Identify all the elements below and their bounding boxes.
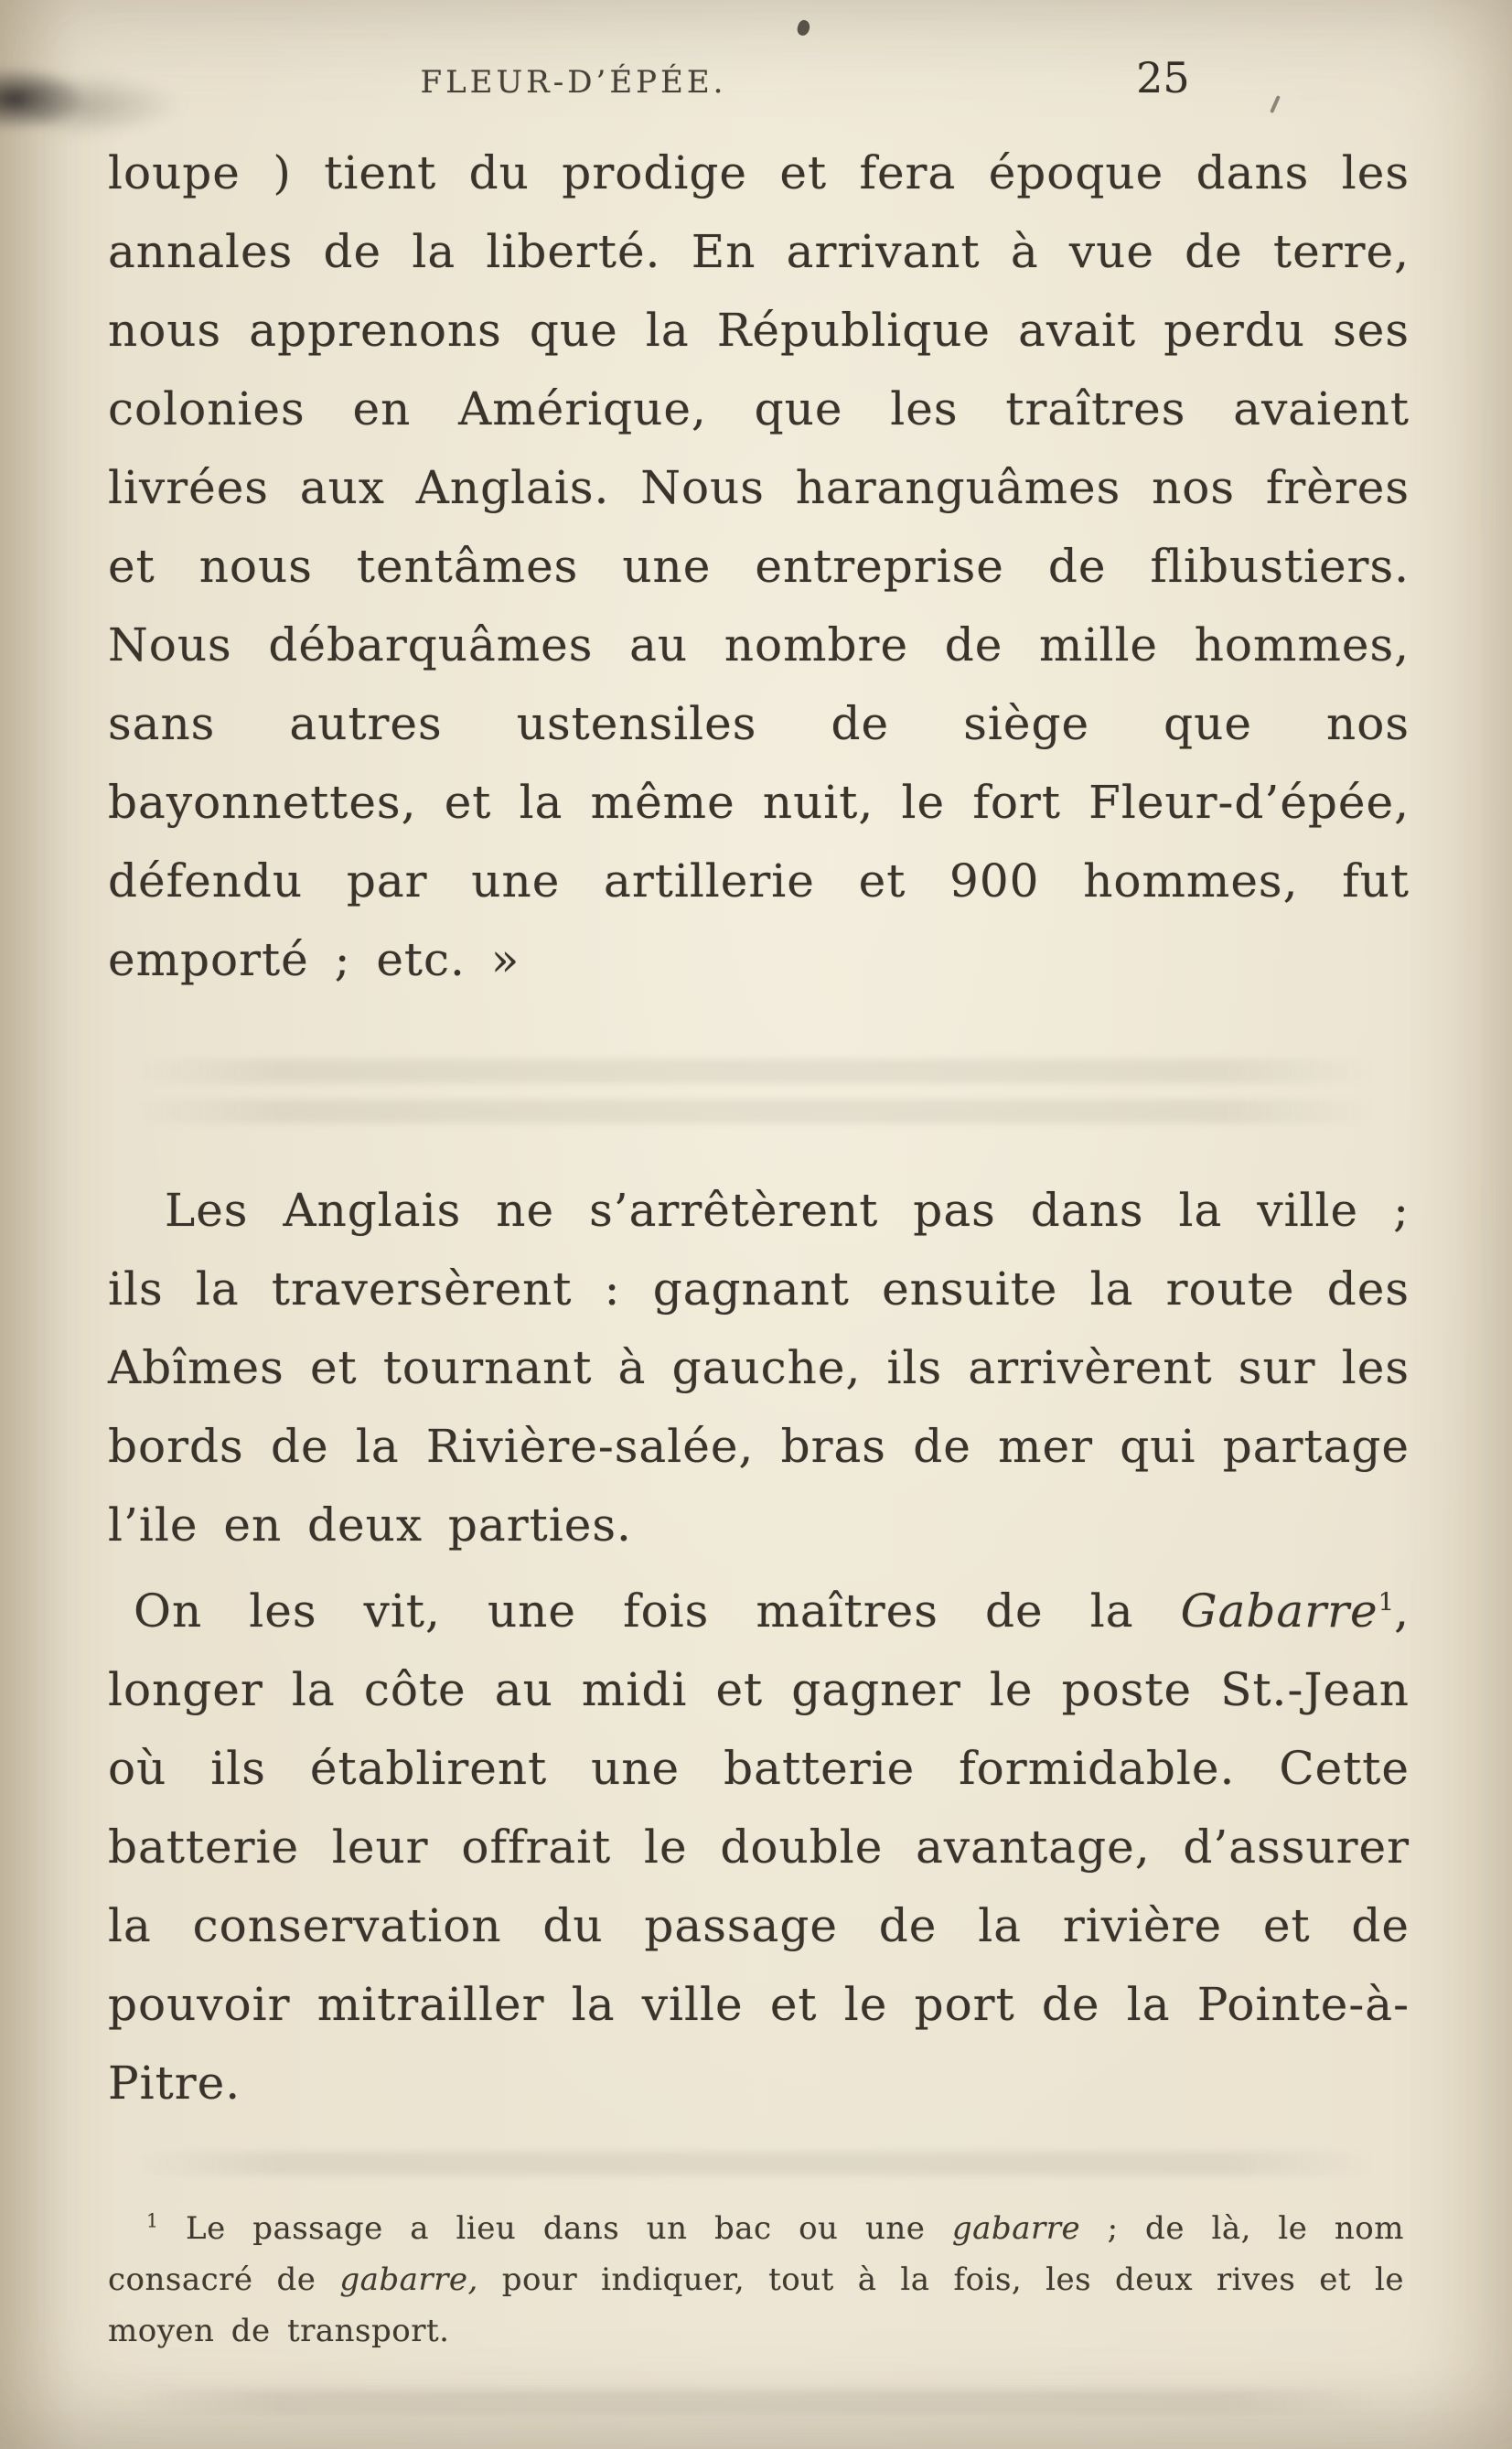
footnote-reference: 1: [1378, 1587, 1395, 1617]
page-number: 25: [1136, 53, 1190, 102]
italic-term-gabarre: Gabarre: [1180, 1584, 1378, 1638]
bleed-through-ghost: [128, 2152, 1375, 2175]
footnote: [108, 2203, 1404, 2357]
paragraph-3: [108, 1572, 1410, 2122]
running-header: [108, 51, 1410, 117]
italic-term-gabarre: gabarre,: [339, 2261, 478, 2298]
paragraph-3-text: , longer la côte au midi et gagner le poste St.-Jean où ils établirent une batterie formidable. Cette batterie leur offrait le double avantage, d’assurer la conservation du passage de la rivière et de pouvoir mitrailler la ville et le port de la Pointe-à-Pitre.: [108, 1584, 1410, 2110]
bleed-through-ghost: [128, 2390, 1375, 2413]
footnote-text: [108, 2203, 1404, 2357]
running-title: FLEUR-D’ÉPÉE.: [420, 64, 727, 101]
text-block: [108, 51, 1410, 2122]
page-body: [108, 134, 1410, 2122]
footnote-segment: Le passage a lieu dans un bac ou une: [158, 2210, 952, 2247]
footnote-marker: 1: [146, 2209, 159, 2232]
ink-speck: [796, 18, 812, 37]
paragraph-1: loupe ) tient du prodige et fera époque dans les annales de la liberté. En arrivant à vue de terre, nous apprenons que la République avait perdu ses colonies en Amérique, que les traîtres avaient livrées aux Anglais. Nous haranguâmes nos frères et nous tentâmes une entreprise de flibustiers. Nous débarquâmes au nombre de mille hommes, sans autres ustensiles de siège que nos bayonnettes, et la même nuit, le fort Fleur-d’épée, défendu par une artillerie et 900 hommes, fut emporté ; etc. »: [108, 146, 1410, 986]
footnote-segment: pour indiquer, tout à la fois, les deux rives et le moyen de transport.: [108, 2261, 1405, 2349]
italic-term-gabarre: gabarre: [951, 2210, 1081, 2247]
footnote-segment: ; de là, le nom consacré de: [108, 2210, 1405, 2298]
paragraph-3-text: On les vit, une fois maîtres de la: [134, 1584, 1181, 1638]
paragraph-2: Les Anglais ne s’arrêtèrent pas dans la ville ; ils la traversèrent : gagnant ensuite la route des Abîmes et tournant à gauche, ils arrivèrent sur les bords de la Rivière-salée, bras de mer qui partage l’ile en deux parties.: [108, 1184, 1410, 1552]
